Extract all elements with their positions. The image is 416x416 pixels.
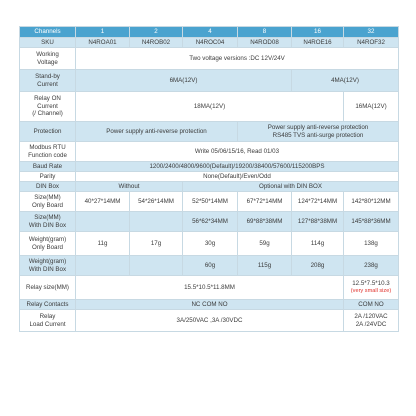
weight-board-label-line2: Only Board [32,243,63,251]
weight-din-label-line2: With DIN Box [28,265,67,273]
protection-row [20,122,399,142]
working-voltage-row [20,48,399,70]
modbus-value: Write 05/06/15/16, Read 01/03 [76,142,399,162]
channel-4: 4 [183,27,238,38]
weight-din-row [20,256,399,276]
protection-value-b-line2: RS485 TVS anti-surge protection [272,131,364,139]
relay-load-value-b [344,310,399,332]
relay-load-label-line1: Relay [39,313,56,321]
weight-din-label [20,256,76,276]
modbus-row [20,142,399,162]
weight-board-32: 138g [344,232,399,256]
relay-on-current-row [20,92,399,122]
sku-2: N4ROB02 [130,38,183,48]
spec-table-container [19,26,398,332]
size-din-empty-2 [130,212,183,232]
size-board-2: 54*26*14MM [130,192,183,212]
relay-load-value-b-line1: 2A /120VAC [354,313,388,321]
size-board-16: 124*72*14MM [292,192,344,212]
relay-size-note: (very small size) [350,287,392,294]
channel-2: 2 [130,27,183,38]
din-box-optional: Optional with DIN BOX [183,182,399,192]
standby-label-line1: Stand-by [35,73,60,81]
weight-board-4: 30g [183,232,238,256]
relay-size-row [20,276,399,300]
weight-board-row [20,232,399,256]
sku-1: N4ROA01 [76,38,130,48]
din-box-without: Without [76,182,183,192]
baud-rate-label: Baud Rate [20,162,76,172]
modbus-label [20,142,76,162]
relay-load-value-a: 3A/250VAC ,3A /30VDC [76,310,344,332]
din-box-row [20,182,399,192]
size-din-row [20,212,399,232]
weight-board-8: 59g [238,232,292,256]
sku-8: N4ROD08 [238,38,292,48]
sku-16: N4ROE16 [292,38,344,48]
working-voltage-value: Two voltage versions :DC 12V/24V [76,48,399,70]
baud-rate-value: 1200/2400/4800/9600(Default)/19200/38400/57600/115200BPS [76,162,399,172]
weight-board-label-line1: Weight(gram) [28,236,67,244]
relay-load-label-line2: Load Current [29,320,66,328]
size-board-row [20,192,399,212]
size-board-4: 52*50*14MM [183,192,238,212]
size-din-label [20,212,76,232]
relay-on-label-line1: Relay ON [34,95,61,103]
size-din-label-line1: Size(MM) [34,214,61,222]
relay-size-label: Relay size(MM) [20,276,76,300]
relay-size-value-b-text: 12.5*7.5*10.3 [352,280,390,288]
relay-contacts-label: Relay Contacts [20,300,76,310]
channel-32: 32 [344,27,399,38]
protection-label: Protection [20,122,76,142]
weight-board-16: 114g [292,232,344,256]
standby-label-line2: Current [37,80,58,88]
parity-value: None(Default)/Even/Odd [76,172,399,182]
weight-board-1: 11g [76,232,130,256]
size-din-empty-1 [76,212,130,232]
relay-on-current-label [20,92,76,122]
channels-row [20,27,399,38]
channels-label: Channels [20,27,76,38]
channel-16: 16 [292,27,344,38]
protection-value-b-line1: Power supply anti-reverse protection [267,124,369,132]
size-board-label-line2: Only Board [32,201,63,209]
size-board-label [20,192,76,212]
standby-current-value-a: 6MA(12V) [76,70,292,92]
relay-on-current-value-b: 16MA(12V) [344,92,399,122]
protection-value-a: Power supply anti-reverse protection [76,122,238,142]
modbus-label-line1: Modbus RTU [29,144,66,152]
sku-row [20,38,399,48]
modbus-label-line2: Function code [28,151,67,159]
sku-label: SKU [20,38,76,48]
baud-rate-row [20,162,399,172]
working-voltage-label-line2: Voltage [37,58,58,66]
standby-current-label [20,70,76,92]
relay-on-label-line3: (/ Channel) [32,110,63,118]
spec-table [19,26,399,332]
standby-current-value-b: 4MA(12V) [292,70,399,92]
parity-label: Parity [20,172,76,182]
weight-board-label [20,232,76,256]
relay-contacts-value-b: COM NO [344,300,399,310]
relay-load-value-b-line2: 2A /24VDC [355,320,387,328]
weight-din-label-line1: Weight(gram) [28,258,67,266]
size-din-8: 69*88*38MM [238,212,292,232]
size-din-16: 127*88*38MM [292,212,344,232]
size-board-8: 67*72*14MM [238,192,292,212]
weight-din-empty-2 [130,256,183,276]
relay-contacts-row [20,300,399,310]
relay-load-row [20,310,399,332]
size-board-label-line1: Size(MM) [34,194,61,202]
relay-on-current-value-a: 18MA(12V) [76,92,344,122]
sku-32: N4ROF32 [344,38,399,48]
size-din-4: 56*62*34MM [183,212,238,232]
din-box-label: DIN Box [20,182,76,192]
size-din-32: 145*88*36MM [344,212,399,232]
weight-board-2: 17g [130,232,183,256]
relay-size-value-b [344,276,399,300]
relay-size-value-a: 15.5*10.5*11.8MM [76,276,344,300]
standby-current-row [20,70,399,92]
weight-din-4: 60g [183,256,238,276]
weight-din-16: 208g [292,256,344,276]
working-voltage-label-line1: Working [36,51,59,59]
relay-contacts-value-a: NC COM NO [76,300,344,310]
channel-8: 8 [238,27,292,38]
weight-din-32: 238g [344,256,399,276]
size-din-label-line2: With DIN Box [28,221,67,229]
sku-4: N4ROC04 [183,38,238,48]
weight-din-empty-1 [76,256,130,276]
relay-on-label-line2: Current [37,102,58,110]
relay-load-label [20,310,76,332]
size-board-32: 142*80*12MM [344,192,399,212]
parity-row [20,172,399,182]
channel-1: 1 [76,27,130,38]
working-voltage-label [20,48,76,70]
size-board-1: 40*27*14MM [76,192,130,212]
protection-value-b [238,122,399,142]
weight-din-8: 115g [238,256,292,276]
